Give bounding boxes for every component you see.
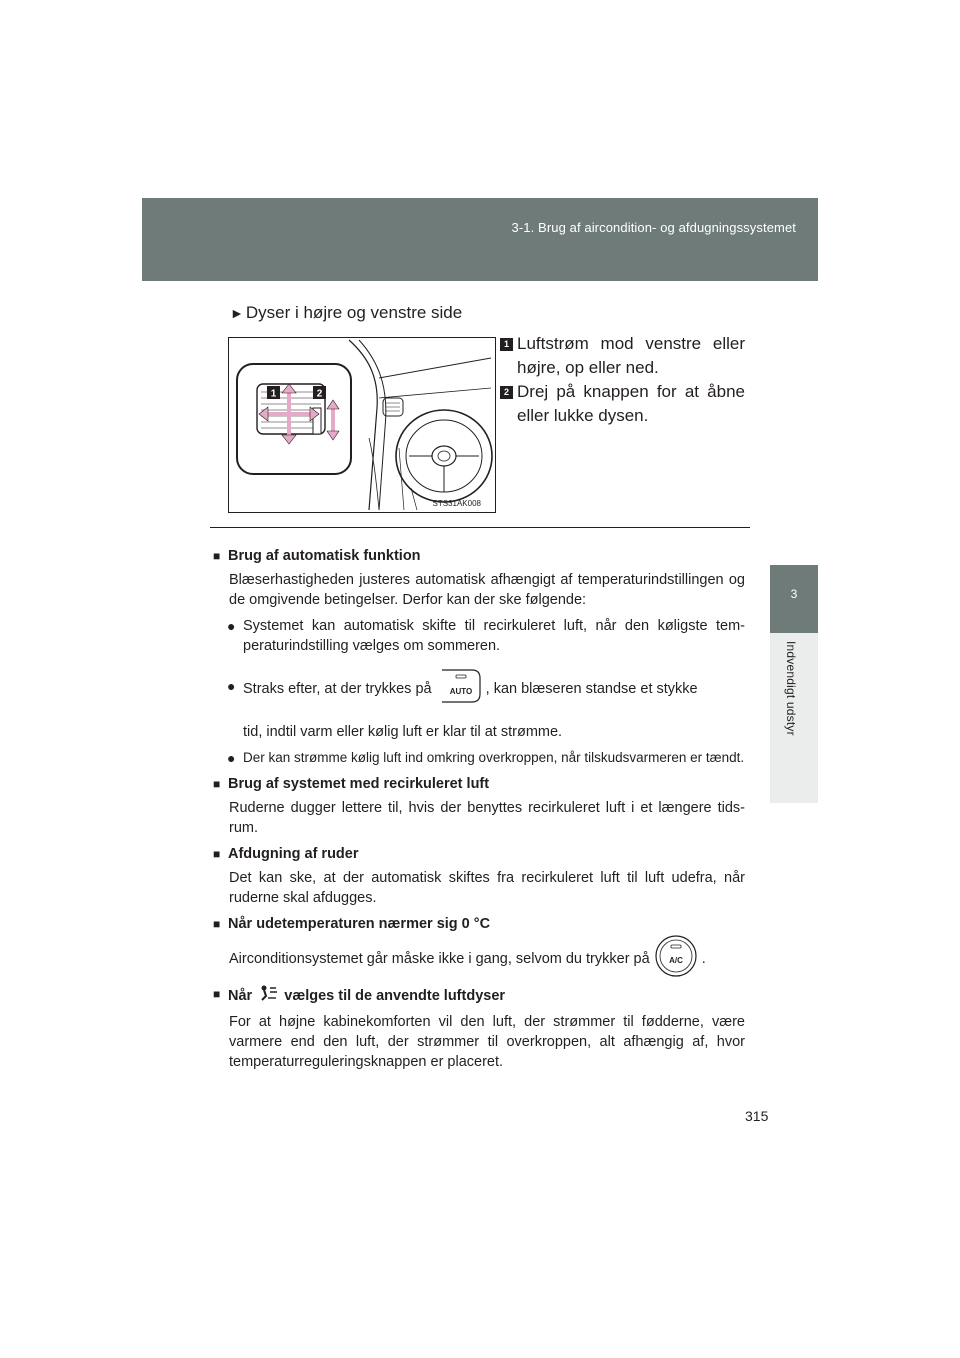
note-heading-auto	[213, 546, 745, 566]
note-heading-feet	[213, 984, 745, 1008]
bullet-icon: ●	[227, 750, 236, 766]
note-heading-auto-text: Brug af automatisk funktion	[228, 548, 421, 564]
note-heading-recirc	[213, 774, 745, 794]
bullet-aux-heater-text: Der kan strømme kølig luft ind omkring overkroppen, når tilskudsvarmeren er tændt.	[243, 750, 745, 765]
square-bullet-icon: ■	[213, 847, 221, 861]
note-heading-temp	[213, 914, 745, 934]
auto-button-label: AUTO	[449, 687, 472, 696]
note-heading-defog	[213, 844, 745, 864]
feet-face-airflow-icon	[256, 984, 280, 1008]
notes-body	[213, 546, 745, 1072]
figure-label-1: 1	[270, 388, 277, 400]
bullet-auto-text-cont: tid, indtil varm eller kølig luft er klar til at strømme.	[243, 724, 563, 740]
bullet-icon: ●	[227, 618, 236, 634]
square-bullet-icon: ■	[213, 549, 221, 563]
callout-number-1: 1	[500, 338, 513, 351]
callout-number-2: 2	[500, 386, 513, 399]
note-heading-feet-before: Når	[228, 987, 253, 1004]
note-text-temp-main: Airconditionsystemet går måske ikke i gang, selvom du trykker på	[229, 950, 650, 967]
triangle-marker-icon: ►	[230, 305, 244, 321]
note-text-auto: Blæserhastigheden justeres automatisk afhængigt af temperaturindstillingen og de omgivende betingelser. Derfor kan der ske følgende:	[229, 572, 745, 608]
ac-button-label: A/C	[668, 956, 683, 965]
bullet-auto-text-after: , kan blæseren standse et stykke	[485, 680, 698, 697]
bullet-auto-text-before: Straks efter, at der trykkes på	[243, 680, 432, 697]
vent-illustration	[228, 337, 496, 513]
bullet-auto-pressed	[213, 666, 745, 742]
note-heading-temp-text: Når udetemperaturen nærmer sig 0 °C	[228, 916, 491, 932]
note-text-recirc: Ruderne dugger lettere til, hvis der benyttes recirkuleret luft i et længere tids-rum.	[229, 800, 745, 836]
chapter-tab	[770, 565, 818, 633]
page-number: 315	[745, 1108, 769, 1124]
auto-button-icon	[436, 666, 482, 712]
bullet-recirc-summer-text: Systemet kan automatisk skifte til recirkuleret luft, når den køligste tem-peraturindstilling vælges om sommeren.	[243, 618, 745, 654]
bullet-recirc-summer	[213, 616, 745, 656]
square-bullet-icon: ■	[213, 987, 221, 1001]
chapter-rail	[770, 633, 818, 803]
note-text-feet: For at højne kabinekomforten vil den luft, der strømmer til fødderne, være varmere end den luft, der strømmer til overkroppen, alt afhængig af, hvor temperaturreguleringsknappen er placeret.	[229, 1014, 745, 1070]
callout-1-line2: højre, op eller ned.	[517, 358, 659, 377]
chapter-title: 3-1. Brug af aircondition- og afdugningssystemet	[511, 220, 796, 235]
square-bullet-icon: ■	[213, 917, 221, 931]
header-band	[142, 198, 818, 281]
chapter-number: 3	[790, 587, 798, 601]
dashboard-vent-drawing	[229, 338, 495, 512]
note-text-temp	[213, 934, 745, 984]
square-bullet-icon: ■	[213, 777, 221, 791]
figure-code: STS31AK008	[432, 499, 481, 508]
section-divider	[210, 527, 750, 528]
bullet-icon: ●	[227, 678, 236, 694]
callout-2	[500, 380, 745, 428]
chapter-label: Indvendigt udstyr	[784, 641, 798, 736]
section-heading-text: Dyser i højre og venstre side	[245, 303, 463, 322]
note-heading-feet-after: vælges til de anvendte luftdyser	[284, 987, 506, 1004]
figure-label-2: 2	[316, 388, 323, 400]
callout-2-line2: eller lukke dysen.	[517, 406, 649, 425]
note-heading-defog-text: Afdugning af ruder	[228, 846, 359, 862]
callout-1	[500, 332, 745, 380]
section-heading	[230, 303, 462, 323]
note-text-temp-end: .	[701, 950, 706, 967]
bullet-aux-heater	[213, 748, 745, 768]
note-heading-recirc-text: Brug af systemet med recirkuleret luft	[228, 776, 490, 792]
callout-1-line1: Luftstrøm mod venstre eller	[517, 334, 745, 353]
callout-2-line1: Drej på knappen for at åbne	[517, 382, 745, 401]
note-text-defog: Det kan ske, at der automatisk skiftes fra recirkuleret luft til luft udefra, når ruderne skal afdugges.	[229, 870, 745, 906]
ac-button-icon	[654, 934, 698, 984]
